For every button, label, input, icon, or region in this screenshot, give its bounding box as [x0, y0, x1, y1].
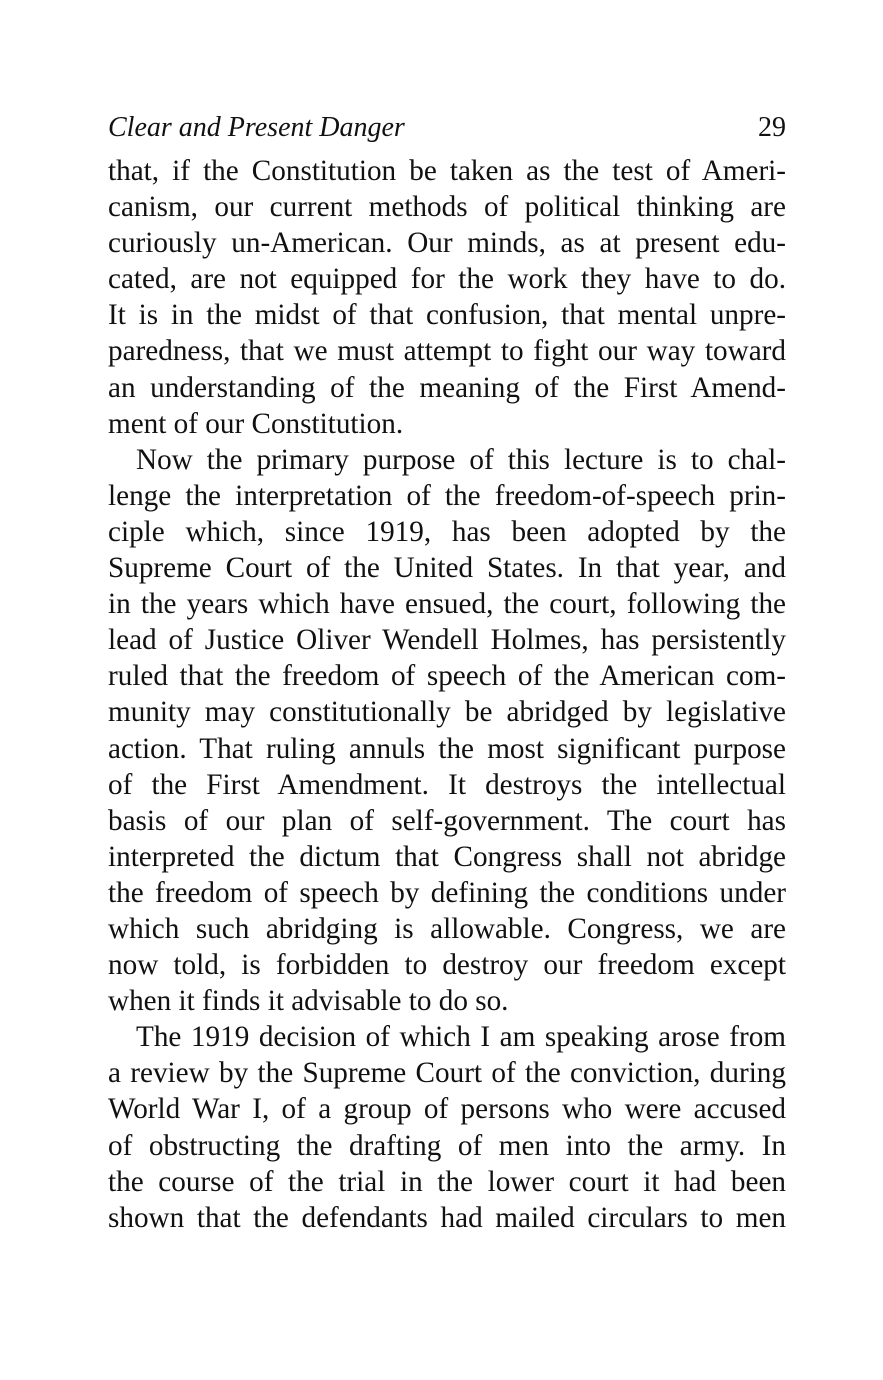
text-line: cated, are not equipped for the work they have to do. — [108, 263, 786, 296]
text-line: munity may constitutionally be abridged by legislative — [108, 696, 786, 729]
text-line: the freedom of speech by defining the conditions under — [108, 876, 786, 909]
text-line: of the First Amendment. It destroys the intellectual — [108, 768, 786, 801]
text-line: that, if the Constitution be taken as the test of Ameri- — [108, 155, 786, 187]
text-line: lead of Justice Oliver Wendell Holmes, has persistently — [108, 624, 786, 657]
text-line: curiously un-American. Our minds, as at present edu- — [108, 227, 786, 260]
paragraph-3 — [108, 1019, 786, 1236]
text-line: interpreted the dictum that Congress shall not abridge — [108, 840, 786, 873]
text-line: which such abridging is allowable. Congress, we are — [108, 912, 786, 945]
running-title: Clear and Present Danger — [108, 112, 405, 143]
text-line: lenge the interpretation of the freedom-of-speech prin- — [108, 479, 786, 512]
text-line: It is in the midst of that confusion, that mental unpre- — [108, 299, 786, 332]
text-line: when it finds it advisable to do so. — [108, 985, 509, 1018]
paragraph-2 — [108, 442, 786, 1020]
paragraph-1 — [108, 153, 786, 442]
text-line: in the years which have ensued, the court, following the — [108, 588, 786, 621]
text-line: The 1919 decision of which I am speaking arose from — [136, 1021, 786, 1054]
text-line: the course of the trial in the lower court it had been — [108, 1165, 786, 1198]
text-line: basis of our plan of self-government. The court has — [108, 804, 786, 837]
text-line: now told, is forbidden to destroy our freedom except — [108, 949, 786, 982]
text-line: canism, our current methods of political thinking are — [108, 191, 786, 224]
text-line: of obstructing the drafting of men into the army. In — [108, 1129, 786, 1162]
text-line: an understanding of the meaning of the First Amend- — [108, 371, 786, 404]
text-line: action. That ruling annuls the most significant purpose — [108, 732, 786, 765]
text-line: paredness, that we must attempt to fight our way toward — [108, 335, 786, 368]
running-head — [108, 108, 786, 148]
text-line: World War I, of a group of persons who were accused — [108, 1093, 786, 1126]
text-line: ciple which, since 1919, has been adopted by the — [108, 515, 786, 548]
text-line: shown that the defendants had mailed circulars to men — [108, 1201, 786, 1234]
page-number: 29 — [758, 112, 786, 143]
text-line: ment of our Constitution. — [108, 407, 404, 440]
text-line: a review by the Supreme Court of the conviction, during — [108, 1057, 786, 1090]
text-line: ruled that the freedom of speech of the American com- — [108, 660, 786, 693]
text-line: Supreme Court of the United States. In that year, and — [108, 552, 786, 585]
text-line: Now the primary purpose of this lecture is to chal- — [136, 443, 786, 476]
body-text — [108, 153, 786, 1236]
